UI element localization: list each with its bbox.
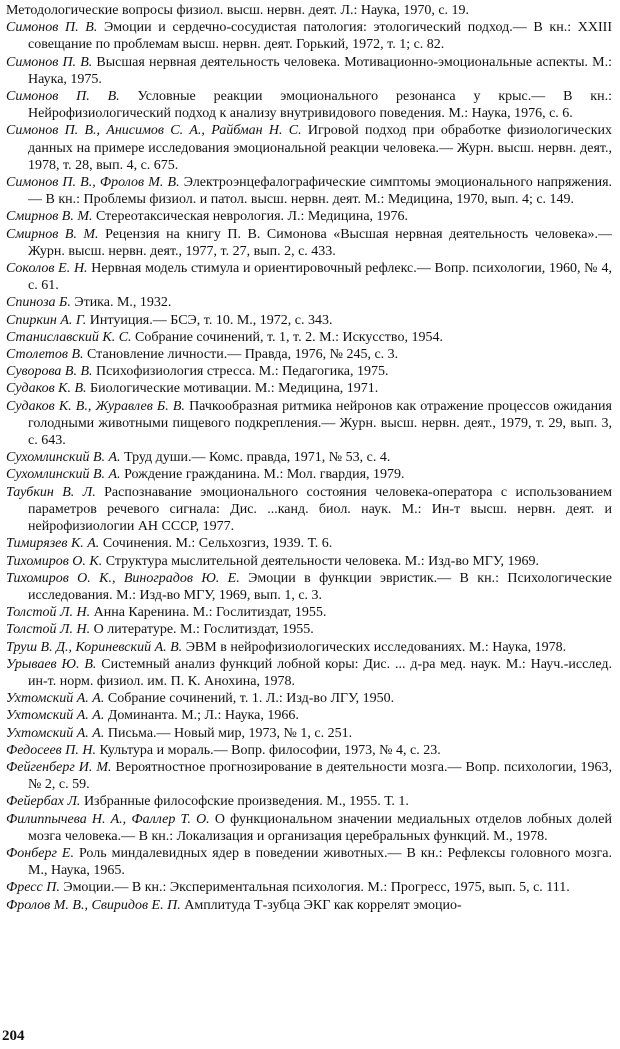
bibliography-entry [6, 553, 612, 570]
bibliography-entry [6, 208, 612, 225]
entry-text: Игровой подход при обработке физиологических данных на примере исследования эмоциональной реакции человека.— Журн. высш. нервн. деят., 1978, т. 28, вып. 4, с. 675. [28, 123, 612, 173]
entry-author: Симонов П. В., Анисимов С. А., Райбман Н. С. [6, 123, 302, 139]
bibliography-entry [6, 312, 612, 329]
entry-author: Соколов Е. Н. [6, 261, 88, 277]
entry-text: Структура мыслительной деятельности человека. М.: Изд-во МГУ, 1969. [102, 553, 539, 569]
entry-text: Стереотаксическая неврология. Л.: Медицина, 1976. [92, 209, 409, 225]
bibliography-entry [6, 535, 612, 552]
entry-author: Сухомлинский В. А. [6, 467, 121, 483]
entry-text: Эмоции и сердечно-сосудистая патология: этологический подход.— В кн.: XXIII совещание по проблемам высш. нервн. деят. Горький, 1972, т. 1; с. 82. [28, 20, 612, 53]
entry-author: Филиппычева Н. А., Фаллер Т. О. [6, 811, 210, 827]
entry-text: Электроэнцефалографические симптомы эмоционального напряжения.— В кн.: Проблемы физиол. и патол. высш. нервн. деят. М.: Медицина, 1970, вып. 4; с. 149. [28, 175, 613, 208]
entry-author: Таубкин В. Л. [6, 484, 96, 500]
bibliography-entry [6, 621, 612, 638]
bibliography-list [6, 2, 612, 914]
entry-text: О литературе. М.: Гослитиздат, 1955. [90, 622, 314, 638]
entry-author: Симонов П. В., Фролов М. В. [6, 175, 180, 191]
entry-text: Рецензия на книгу П. В. Симонова «Высшая нервная деятельность человека».— Журн. высш. нервн. деят., 1977, т. 27, вып. 2, с. 433. [28, 226, 612, 259]
bibliography-entry [6, 725, 612, 742]
entry-author: Тихомиров О. К. [6, 553, 103, 569]
entry-author: Смирнов В. М. [6, 226, 99, 242]
bibliography-entry [6, 879, 612, 896]
entry-author: Судаков К. В., Журавлев Б. В. [6, 398, 185, 414]
entry-text: Эмоции.— В кн.: Экспериментальная психология. М.: Прогресс, 1975, вып. 5, с. 111. [59, 880, 570, 896]
bibliography-entry [6, 742, 612, 759]
bibliography-entry [6, 845, 612, 879]
entry-text: Вероятностное прогнозирование в деятельности мозга.— Вопр. психологии, 1963, № 2, с. 59. [28, 759, 612, 793]
bibliography-entry [6, 380, 612, 397]
entry-author: Спиркин А. Г. [6, 312, 87, 328]
bibliography-entry [6, 656, 612, 690]
entry-author: Фресс П. [6, 880, 60, 896]
bibliography-entry [6, 88, 612, 122]
entry-author: Тихомиров О. К., Виноградов Ю. Е. [6, 570, 240, 586]
entry-text: Эмоции в функции эвристик.— В кн.: Психологические исследования. М.: Изд-во МГУ, 1969, вып. 1, с. 3. [28, 570, 612, 603]
bibliography-entry [6, 346, 612, 363]
entry-author: Фонберг Е. [6, 845, 74, 861]
bibliography-entry [6, 174, 612, 208]
entry-author: Федосеев П. Н. [6, 742, 96, 758]
bibliography-entry [6, 260, 612, 294]
entry-text: Рождение гражданина. М.: Мол. гвардия, 1979. [120, 467, 405, 483]
entry-text: Становление личности.— Правда, 1976, № 245, с. 3. [83, 347, 399, 363]
entry-author: Толстой Л. Н. [6, 622, 91, 638]
entry-text: Амплитуда Т-зубца ЭКГ как коррелят эмоцио- [180, 897, 462, 913]
entry-text: Собрание сочинений, т. 1, т. 2. М.: Искусство, 1954. [131, 329, 443, 345]
bibliography-entry [6, 363, 612, 380]
entry-author: Спиноза Б. [6, 295, 71, 311]
entry-author: Станиславский К. С. [6, 329, 132, 345]
entry-author: Сухомлинский В. А. [6, 450, 121, 466]
entry-author: Симонов П. В. [6, 89, 120, 105]
entry-author: Тимирязев К. А. [6, 536, 100, 552]
bibliography-entry [6, 329, 612, 346]
bibliography-entry [6, 811, 612, 845]
bibliography-entry [6, 690, 612, 707]
bibliography-entry [6, 604, 612, 621]
bibliography-entry [6, 19, 612, 53]
entry-author: Симонов П. В. [6, 54, 93, 70]
bibliography-entry [6, 897, 612, 914]
entry-text: Условные реакции эмоционального резонанса у крыс.— В кн.: Нейрофизиологический подход к анализу внутривидового поведения. М.: Наука, 1976, с. 6. [28, 89, 612, 122]
entry-author: Смирнов В. М. [6, 209, 93, 225]
bibliography-entry [6, 639, 612, 656]
entry-text: Нервная модель стимула и ориентировочный рефлекс.— Вопр. психологии, 1960, № 4, с. 61. [28, 261, 612, 294]
bibliography-entry [6, 294, 612, 311]
bibliography-entry [6, 793, 612, 810]
entry-text: Избранные философские произведения. М., 1955. Т. 1. [80, 794, 409, 810]
entry-author: Фейербах Л. [6, 794, 81, 810]
bibliography-entry [6, 122, 612, 174]
entry-author: Судаков К. В. [6, 381, 87, 397]
entry-author: Толстой Л. Н. [6, 605, 91, 621]
entry-text: Собрание сочинений, т. 1. Л.: Изд-во ЛГУ, 1950. [104, 691, 395, 707]
bibliography-entry [6, 2, 612, 19]
entry-text: Психофизиология стресса. М.: Педагогика, 1975. [92, 364, 389, 380]
entry-text: ЭВМ в нейрофизиологических исследованиях. М.: Наука, 1978. [182, 639, 567, 655]
entry-text: Интуиция.— БСЭ, т. 10. М., 1972, с. 343. [86, 312, 333, 328]
entry-text: Доминанта. М.; Л.: Наука, 1966. [104, 708, 299, 724]
bibliography-entry [6, 226, 612, 260]
entry-author: Фролов М. В., Свиридов Е. П. [6, 897, 181, 913]
bibliography-entry [6, 707, 612, 724]
entry-author: Симонов П. В. [6, 20, 98, 36]
bibliography-entry [6, 54, 612, 88]
entry-author: Труш В. Д., Кориневский А. В. [6, 639, 183, 655]
bibliography-entry [6, 466, 612, 483]
bibliography-entry [6, 449, 612, 466]
entry-author: Столетов В. [6, 347, 84, 363]
entry-text: О функциональном значении медиальных отделов лобных долей мозга человека.— В кн.: Локализация и организация церебральных функций. М., 1978. [28, 811, 612, 844]
entry-text: Этика. М., 1932. [70, 295, 172, 311]
page-number: 204 [2, 1028, 25, 1044]
entry-text: Труд души.— Комс. правда, 1971, № 53, с. 4. [120, 450, 391, 466]
entry-text: Анна Каренина. М.: Гослитиздат, 1955. [90, 605, 327, 621]
entry-author: Ухтомский А. А. [6, 691, 105, 707]
entry-author: Суворова В. В. [6, 364, 93, 380]
entry-text: Методологические вопросы физиол. высш. нервн. деят. Л.: Наука, 1970, с. 19. [6, 3, 470, 18]
entry-author: Фейгенберг И. М. [6, 759, 112, 775]
entry-text: Культура и мораль.— Вопр. философии, 1973, № 4, с. 23. [95, 742, 441, 758]
bibliography-entry [6, 484, 612, 536]
entry-text: Системный анализ функций лобной коры: Дис. ... д-ра мед. наук. М.: Науч.-исслед. ин-т. норм. физиол. им. П. К. Анохина, 1978. [28, 656, 612, 689]
entry-text: Сочинения. М.: Сельхозгиз, 1939. Т. 6. [99, 536, 333, 552]
bibliography-entry [6, 759, 612, 793]
bibliography-entry [6, 570, 612, 604]
entry-author: Урываев Ю. В. [6, 656, 97, 672]
entry-author: Ухтомский А. А. [6, 708, 105, 724]
entry-text: Высшая нервная деятельность человека. Мотивационно-эмоциональные аспекты. М.: Наука, 1975. [28, 54, 612, 87]
bibliography-entry [6, 398, 612, 450]
entry-text: Письма.— Новый мир, 1973, № 1, с. 251. [104, 725, 353, 741]
entry-text: Распознавание эмоционального состояния человека-оператора с использованием параметров речевого сигнала: Дис. ...канд. биол. наук. М.: Ин-т высш. нервн. деят. и нейрофизиологии АН СССР, 1977. [28, 484, 612, 535]
entry-text: Биологические мотивации. М.: Медицина, 1971. [86, 381, 379, 397]
entry-author: Ухтомский А. А. [6, 725, 105, 741]
entry-text: Роль миндалевидных ядер в поведении животных.— В кн.: Рефлексы головного мозга. М., Наука, 1965. [28, 845, 612, 879]
entry-text: Пачкообразная ритмика нейронов как отражение процессов ожидания голодными животными пищевого подкрепления.— Журн. высш. нервн. деят., 1979, т. 29, вып. 3, с. 643. [28, 398, 612, 449]
